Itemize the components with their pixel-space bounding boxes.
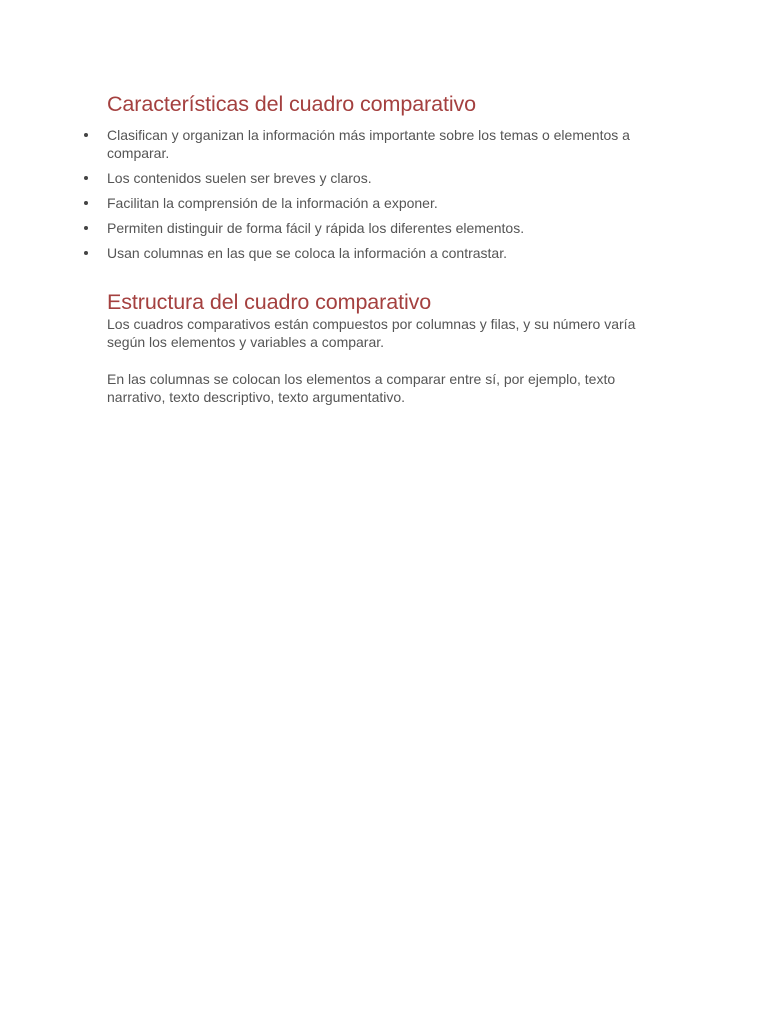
list-item-text: Usan columnas en las que se coloca la información a contrastar. — [107, 245, 507, 261]
section-caracteristicas — [107, 90, 667, 262]
bullet-icon — [84, 133, 88, 137]
bullet-icon — [84, 176, 88, 180]
list-item-text: Facilitan la comprensión de la información a exponer. — [107, 195, 438, 211]
paragraph: En las columnas se colocan los elementos a comparar entre sí, por ejemplo, texto narrativo, texto descriptivo, texto argumentativo. — [107, 371, 616, 405]
section-heading-estructura: Estructura del cuadro comparativo — [107, 290, 432, 314]
list-item — [107, 126, 667, 162]
bullet-icon — [84, 251, 88, 255]
paragraph: Los cuadros comparativos están compuestos por columnas y filas, y su número varía según los elementos y variables a comparar. — [107, 316, 636, 350]
section-estructura — [107, 289, 667, 406]
list-item — [107, 219, 667, 237]
document-content — [107, 90, 667, 406]
bullet-icon — [84, 201, 88, 205]
bullet-list — [107, 126, 667, 262]
list-item-text: Permiten distinguir de forma fácil y rápida los diferentes elementos. — [107, 220, 525, 236]
list-item — [107, 244, 667, 262]
bullet-icon — [84, 226, 88, 230]
list-item — [107, 194, 667, 212]
section-heading-caracteristicas: Características del cuadro comparativo — [107, 92, 477, 116]
list-item-text: Clasifican y organizan la información más importante sobre los temas o elementos a comparar. — [107, 127, 630, 161]
list-item-text: Los contenidos suelen ser breves y claros. — [107, 170, 372, 186]
list-item — [107, 169, 667, 187]
